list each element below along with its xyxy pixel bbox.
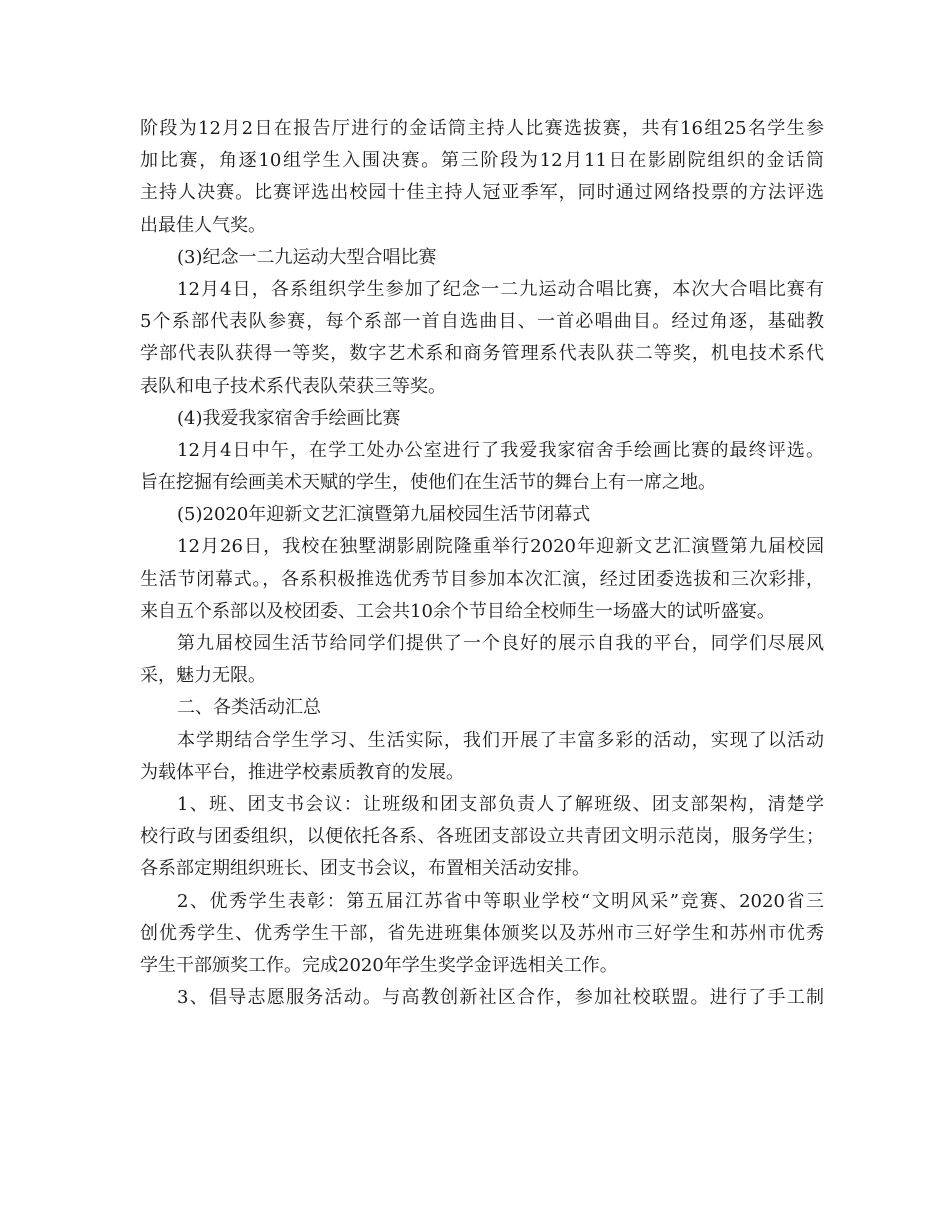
text-line: 各系部定期组织班长、团支书会议，布置相关活动安排。 bbox=[140, 858, 590, 880]
text-line: 1、班、团支书会议：让班级和团支部负责人了解班级、团支部架构，清楚学 bbox=[177, 793, 824, 815]
text-line: 旨在挖掘有绘画美术天赋的学生，使他们在生活节的舞台上有一席之地。 bbox=[140, 472, 716, 494]
text-line: 12月4日中午，在学工处办公室进行了我爱我家宿舍手绘画比赛的最终评选。 bbox=[177, 439, 824, 461]
section-heading: (5)2020年迎新文艺汇演暨第九届校园生活节闭幕式 bbox=[177, 504, 591, 526]
text-line: 为载体平台，推进学校素质教育的发展。 bbox=[140, 761, 464, 783]
document-body bbox=[140, 113, 824, 1014]
text-line: 主持人决赛。比赛评选出校园十佳主持人冠亚季军，同时通过网络投票的方法评选 bbox=[140, 182, 824, 204]
text-line: 采，魅力无限。 bbox=[140, 665, 266, 687]
text-line: 阶段为12月2日在报告厅进行的金话筒主持人比赛选拔赛，共有16组25名学生参 bbox=[140, 118, 824, 139]
text-line: 出最佳人气奖。 bbox=[140, 214, 266, 236]
text-line: 5个系部代表队参赛，每个系部一首自选曲目、一首必唱曲目。经过角逐，基础教 bbox=[140, 311, 824, 333]
text-line: 12月4日，各系组织学生参加了纪念一二九运动合唱比赛，本次大合唱比赛有 bbox=[177, 278, 824, 300]
text-line: 本学期结合学生学习、生活实际，我们开展了丰富多彩的活动，实现了以活动 bbox=[177, 729, 824, 751]
section-heading: 二、各类活动汇总 bbox=[177, 697, 321, 719]
text-line: 表队和电子技术系代表队荣获三等奖。 bbox=[140, 375, 446, 397]
text-line: 来自五个系部以及校团委、工会共10余个节目给全校师生一场盛大的试听盛宴。 bbox=[140, 600, 775, 622]
text-line: 生活节闭幕式。，各系积极推选优秀节目参加本次汇演，经过团委选拔和三次彩排， bbox=[140, 568, 824, 590]
section-heading: (3)纪念一二九运动大型合唱比赛 bbox=[177, 246, 437, 268]
text-line: 2、优秀学生表彰：第五届江苏省中等职业学校“文明风采”竞赛、2020省三 bbox=[177, 890, 824, 912]
text-line: 学生干部颁奖工作。完成2020年学生奖学金评选相关工作。 bbox=[140, 954, 618, 976]
text-line: 第九届校园生活节给同学们提供了一个良好的展示自我的平台，同学们尽展风 bbox=[177, 633, 824, 654]
text-line: 校行政与团委组织，以便依托各系、各班团支部设立共青团文明示范岗，服务学生； bbox=[140, 826, 824, 848]
text-line: 12月26日，我校在独墅湖影剧院隆重举行2020年迎新文艺汇演暨第九届校园 bbox=[177, 536, 824, 558]
text-line: 学部代表队获得一等奖，数字艺术系和商务管理系代表队获二等奖，机电技术系代 bbox=[140, 343, 824, 365]
section-heading: (4)我爱我家宿舍手绘画比赛 bbox=[177, 407, 401, 429]
text-line: 3、倡导志愿服务活动。与高教创新社区合作，参加社校联盟。进行了手工制 bbox=[177, 987, 824, 1009]
text-line: 创优秀学生、优秀学生干部，省先进班集体颁奖以及苏州市三好学生和苏州市优秀 bbox=[140, 922, 824, 944]
text-line: 加比赛，角逐10组学生入围决赛。第三阶段为12月11日在影剧院组织的金话筒 bbox=[140, 150, 824, 172]
